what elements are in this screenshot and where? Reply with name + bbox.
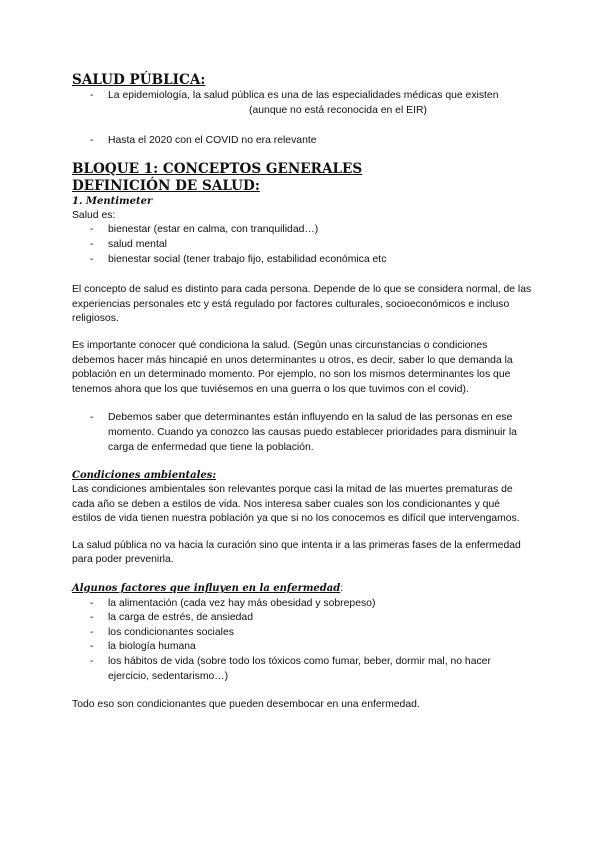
determinants-bullets	[72, 411, 532, 455]
factors-list	[72, 597, 532, 685]
factors-heading-suffix: :	[340, 583, 344, 595]
paragraph-closing: Todo eso son condicionantes que pueden desembocar en una enfermedad.	[72, 699, 420, 711]
paragraph-prevention: La salud pública no va hacia la curación sino que intenta ir a las primeras fases de la enfermedad para poder prevenirla.	[72, 539, 521, 566]
bullet-note: (aunque no está reconocida en el EIR)	[249, 104, 427, 116]
list-item: - Hasta el 2020 con el COVID no era relevante	[72, 134, 532, 149]
mentimeter-intro: Salud es:	[72, 209, 116, 221]
list-item: - la alimentación (cada vez hay más obesidad y sobrepeso)	[72, 597, 532, 612]
list-item	[72, 89, 532, 118]
intro-bullets	[72, 89, 532, 118]
paragraph-concept: El concepto de salud es distinto para cada persona. Depende de lo que se considera normal, de las experiencias personales etc y está regulado por factores culturales, socioeconómicos e incluso religiosos.	[72, 284, 532, 325]
document-page	[72, 72, 532, 713]
factors-heading-line	[72, 582, 532, 597]
list-item: - bienestar (estar en calma, con tranquilidad…)	[72, 223, 532, 238]
paragraph-conditions: Es importante conocer qué condiciona la salud. (Según unas circunstancias o condiciones debemos hacer más hincapié en unos determinantes u otros, es decir, saber lo que demanda la población en un determinado momento. Por ejemplo, no son los mismos determinantes los que tenemos ahora que los que tuviésemos en una guerra o los que tuvimos con el covid).	[72, 339, 513, 395]
list-item: - la carga de estrés, de ansiedad	[72, 611, 532, 626]
environment-heading: Condiciones ambientales:	[72, 470, 217, 482]
list-item: - salud mental	[72, 238, 532, 253]
definition-title: DEFINICIÓN DE SALUD:	[72, 177, 260, 194]
block-title: BLOQUE 1: CONCEPTOS GENERALES	[72, 160, 363, 177]
list-item: - Debemos saber que determinantes están influyendo en la salud de las personas en ese momento. Cuando ya conozco las causas puedo establecer prioridades para disminuir la carga de enfermedad que tiene la población.	[72, 411, 532, 455]
list-item: - la biología humana	[72, 640, 532, 655]
paragraph-environment: Las condiciones ambientales son relevantes porque casi la mitad de las muertes prematuras de cada año se deben a estilos de vida. Nos interesa saber cuales son los condicionantes y qué estilos de vida tienen nuestra población ya que si no los conocemos es difícil que intervengamos.	[72, 484, 520, 525]
list-item: - bienestar social (tener trabajo fijo, estabilidad económica etc	[72, 253, 532, 268]
factors-heading: Algunos factores que influyen en la enfermedad	[72, 583, 341, 595]
mentimeter-heading: 1. Mentimeter	[72, 195, 153, 207]
list-item: - los condicionantes sociales	[72, 626, 532, 641]
intro-bullets-2	[72, 134, 532, 149]
section-title-salud-publica: SALUD PÚBLICA:	[72, 72, 206, 88]
bullet-text: La epidemiología, la salud pública es una de las especialidades médicas que existen	[108, 90, 499, 101]
list-item: - los hábitos de vida (sobre todo los tóxicos como fumar, beber, dormir mal, no hacer ejercicio, sedentarismo…)	[72, 655, 532, 684]
mentimeter-list	[72, 223, 532, 267]
